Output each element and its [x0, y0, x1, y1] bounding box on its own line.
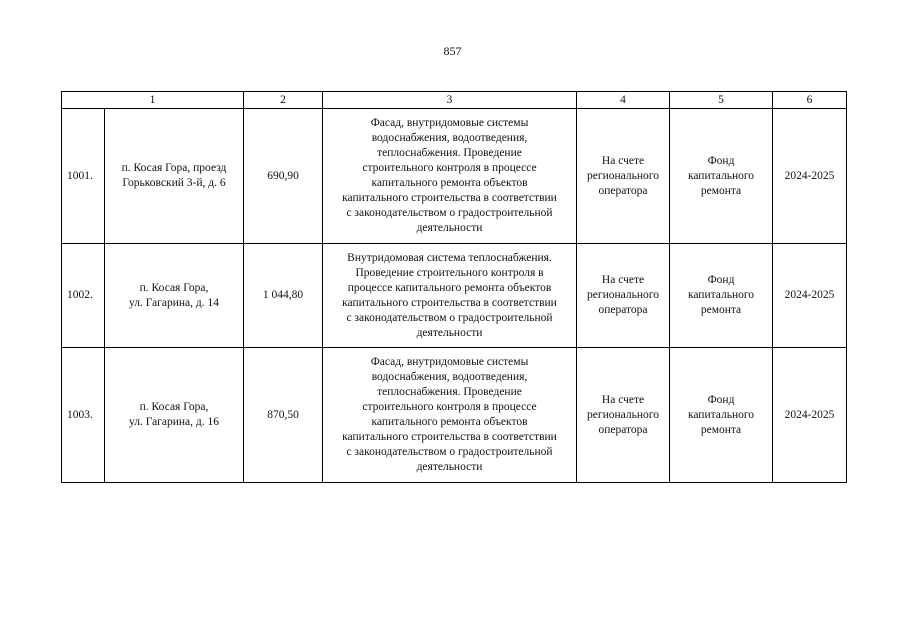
- work-line: Внутридомовая система теплоснабжения.: [347, 251, 552, 264]
- work-line: капитального ремонта объектов: [371, 177, 528, 189]
- fund-line: капитального: [687, 169, 755, 182]
- area-cell: 690,90: [244, 109, 323, 244]
- address-cell: [105, 244, 244, 348]
- address-line: п. Косая Гора, проезд: [121, 162, 227, 174]
- header-cell-5: 5: [670, 92, 773, 109]
- header-cell-3: 3: [323, 92, 577, 109]
- fund-cell: [670, 109, 773, 244]
- page-number: 857: [443, 44, 462, 58]
- fund-line: ремонта: [700, 184, 742, 197]
- work-line: с законодательством о градостроительной: [346, 207, 553, 219]
- work-line: с законодательством о градостроительной: [346, 446, 553, 458]
- work-line: строительного контроля в процессе: [362, 162, 537, 174]
- address-line: ул. Гагарина, д. 14: [128, 296, 220, 309]
- operator-line: На счете: [601, 154, 645, 167]
- header-cell-2: 2: [244, 92, 323, 109]
- fund-line: капитального: [687, 289, 755, 301]
- operator-line: оператора: [598, 184, 648, 197]
- work-description-cell: [323, 109, 577, 244]
- operator-line: регионального: [587, 169, 659, 182]
- work-line: водоснабжения, водоотведения,: [371, 371, 528, 383]
- fund-cell: [670, 244, 773, 348]
- fund-line: капитального: [687, 408, 755, 421]
- fund-line: ремонта: [700, 423, 742, 436]
- work-line: капитального строительства в соответствии: [342, 192, 557, 204]
- fund-line: Фонд: [707, 393, 735, 406]
- header-cell-6: 6: [773, 92, 847, 109]
- operator-cell: [577, 348, 670, 483]
- operator-line: регионального: [587, 289, 659, 301]
- work-line: процессе капитального ремонта объектов: [347, 281, 552, 294]
- operator-line: регионального: [587, 408, 659, 421]
- period-cell: 2024-2025: [773, 244, 847, 348]
- work-line: капитального строительства в соответствии: [342, 431, 557, 443]
- fund-line: ремонта: [700, 304, 742, 316]
- work-line: с законодательством о градостроительной: [346, 311, 553, 324]
- work-line: теплоснабжения. Проведение: [377, 147, 522, 159]
- operator-line: На счете: [601, 274, 645, 286]
- address-line: п. Косая Гора,: [139, 401, 209, 413]
- work-line: Проведение строительного контроля в: [355, 266, 544, 279]
- repair-schedule-table: [61, 91, 847, 483]
- work-line: деятельности: [416, 326, 483, 339]
- work-line: водоснабжения, водоотведения,: [371, 132, 528, 144]
- row-number: 1001.: [62, 109, 105, 244]
- area-cell: 870,50: [244, 348, 323, 483]
- address-line: Горьковский 3-й, д. 6: [122, 177, 226, 189]
- work-line: Фасад, внутридомовые системы: [370, 356, 529, 368]
- row-number: 1003.: [62, 348, 105, 483]
- operator-cell: [577, 109, 670, 244]
- address-cell: [105, 348, 244, 483]
- header-cell-1: 1: [62, 92, 244, 109]
- period-cell: 2024-2025: [773, 109, 847, 244]
- work-line: Фасад, внутридомовые системы: [370, 117, 529, 129]
- table-row: [62, 109, 847, 244]
- address-line: п. Косая Гора,: [139, 281, 209, 294]
- table-row: [62, 348, 847, 483]
- operator-line: На счете: [601, 393, 645, 406]
- operator-line: оператора: [598, 423, 648, 436]
- table-row: [62, 244, 847, 348]
- address-cell: [105, 109, 244, 244]
- operator-cell: [577, 244, 670, 348]
- work-description-cell: [323, 348, 577, 483]
- fund-line: Фонд: [707, 274, 735, 286]
- work-line: капитального строительства в соответствии: [342, 296, 557, 309]
- work-line: строительного контроля в процессе: [362, 401, 537, 413]
- table-header-row: [62, 92, 847, 109]
- work-line: теплоснабжения. Проведение: [377, 386, 522, 398]
- row-number: 1002.: [62, 244, 105, 348]
- fund-line: Фонд: [707, 154, 735, 167]
- work-line: капитального ремонта объектов: [371, 416, 528, 428]
- address-line: ул. Гагарина, д. 16: [128, 416, 220, 428]
- work-line: деятельности: [416, 222, 483, 234]
- header-cell-4: 4: [577, 92, 670, 109]
- area-cell: 1 044,80: [244, 244, 323, 348]
- operator-line: оператора: [598, 304, 648, 316]
- fund-cell: [670, 348, 773, 483]
- work-description-cell: [323, 244, 577, 348]
- period-cell: 2024-2025: [773, 348, 847, 483]
- work-line: деятельности: [416, 461, 483, 473]
